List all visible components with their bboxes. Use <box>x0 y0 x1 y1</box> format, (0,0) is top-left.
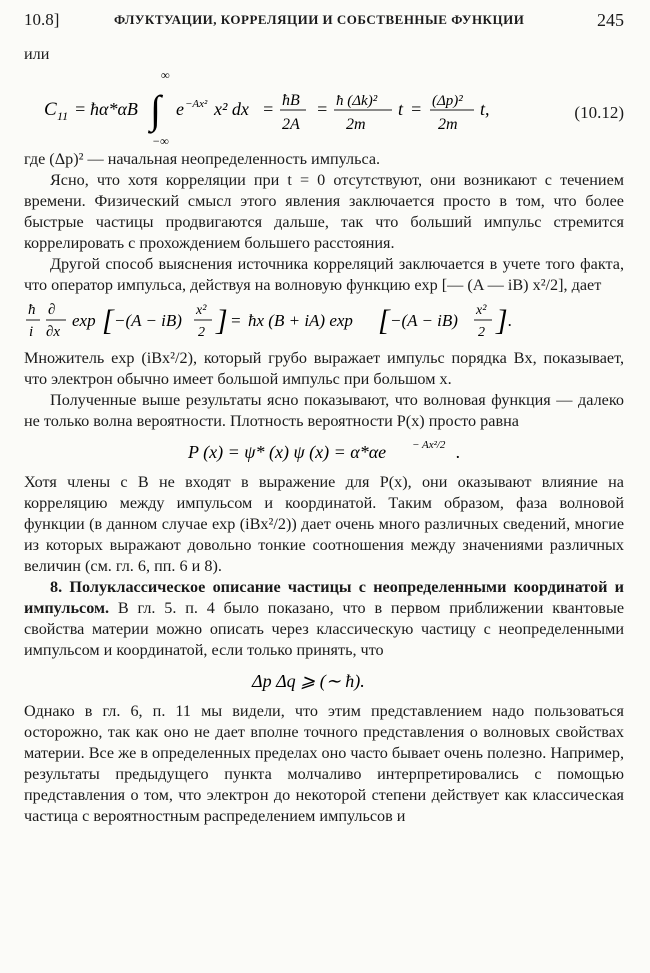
paragraph-1: где (Δp)² — начальная неопределенность импульса. <box>24 150 381 168</box>
svg-text:ħB: ħB <box>282 92 300 109</box>
svg-text:x²: x² <box>196 303 207 318</box>
paragraph-7: Однако в гл. 6, п. 11 мы видели, что этим представлением надо пользоваться осторожно, так как оно не дает вполне точного представления о волновых свойствах материи. Все же в определенных пределах оно часто бывает очень полезно. Например, результаты предыдущего пункта молчаливо интерпретировались с помощью представления о том, что электрон до некоторой степени действует как классическая частица с вероятностным распределением импульсов и <box>24 702 624 825</box>
svg-text:2A: 2A <box>282 116 300 133</box>
svg-text:[: [ <box>378 304 390 337</box>
equation-number: (10.12) <box>574 103 624 122</box>
svg-text:−(A − iB): −(A − iB) <box>390 311 458 330</box>
paragraph-2: Ясно, что хотя корреляции при t = 0 отсутствуют, они возникают с течением времени. Физический смысл этого явления заключается просто в том, что более быстрые частицы продвигаются дальше, так что больший импульс стремится коррелировать с прохождением большего расстояния. <box>24 171 624 252</box>
svg-text:11: 11 <box>57 109 69 123</box>
equation-4 <box>24 661 624 701</box>
section-8 <box>24 577 624 661</box>
svg-text:.: . <box>456 442 461 462</box>
equation-2-graphic <box>24 296 624 348</box>
equation-3-graphic <box>24 432 624 472</box>
section-8-heading: 8. Полуклассическое описание частицы с неопределенными координатой и импульсом. <box>24 578 624 617</box>
svg-text:Δp Δq ⩾ (∼ ħ).: Δp Δq ⩾ (∼ ħ). <box>252 671 365 691</box>
svg-text:−Ax²: −Ax² <box>185 98 208 110</box>
svg-text:exp: exp <box>72 311 96 330</box>
paragraph-4: Множитель exp (iBx²/2), который грубо выражает импульс порядка Bx, показывает, что электрон обычно имеет большой импульс при большом x. <box>24 349 624 388</box>
svg-text:ħ (Δk)²: ħ (Δk)² <box>336 93 378 109</box>
svg-text:∞: ∞ <box>161 68 170 82</box>
svg-text:=: = <box>230 311 242 330</box>
svg-text:=: = <box>316 99 329 119</box>
svg-text:∂: ∂ <box>48 302 56 318</box>
paragraph-3: Другой способ выяснения источника корреляций заключается в учете того факта, что оператор импульса, действуя на волновую функцию exp [— (A — iB) x²/2], дает <box>24 255 624 294</box>
equation-3 <box>24 432 624 472</box>
equation-4-graphic <box>24 661 624 701</box>
svg-text:t,: t, <box>480 99 490 119</box>
running-header <box>24 10 624 50</box>
equation-2 <box>24 296 624 348</box>
svg-text:x² dx: x² dx <box>214 99 249 119</box>
page <box>24 10 624 827</box>
svg-text:i: i <box>29 324 34 340</box>
svg-text:∫: ∫ <box>150 87 161 132</box>
running-title: ФЛУКТУАЦИИ, КОРРЕЛЯЦИИ И СОБСТВЕННЫЕ ФУНКЦИИ <box>114 12 525 27</box>
equation-10-12 <box>24 65 624 149</box>
svg-text:e: e <box>176 99 184 119</box>
section-number: 10.8] <box>24 10 60 29</box>
equation-10-12-graphic <box>24 65 624 149</box>
svg-text:=: = <box>74 99 87 119</box>
svg-text:∂x: ∂x <box>46 324 61 340</box>
svg-text:=: = <box>262 99 275 119</box>
svg-text:]: ] <box>216 304 228 337</box>
svg-text:t: t <box>398 99 404 119</box>
svg-text:−(A − iB): −(A − iB) <box>114 311 182 330</box>
svg-text:=: = <box>410 99 423 119</box>
svg-text:ħx (B + iA) exp: ħx (B + iA) exp <box>248 311 353 330</box>
page-number: 245 <box>597 10 624 30</box>
svg-text:2m: 2m <box>438 116 458 133</box>
svg-text:2: 2 <box>478 325 485 340</box>
svg-text:2m: 2m <box>346 116 366 133</box>
svg-text:P (x) = ψ* (x) ψ (x) = α*αe: P (x) = ψ* (x) ψ (x) = α*αe <box>188 442 387 462</box>
svg-text:.: . <box>508 311 513 330</box>
svg-text:C: C <box>44 99 57 120</box>
svg-text:ħ: ħ <box>28 302 36 318</box>
svg-text:]: ] <box>496 304 508 337</box>
paragraph-5: Полученные выше результаты ясно показывают, что волновая функция — далеко не только волна вероятности. Плотность вероятности P(x) просто равна <box>24 391 624 430</box>
svg-text:2: 2 <box>198 325 205 340</box>
section-8-body: В гл. 5. п. 4 было показано, что в первом приближении квантовые свойства материи можно описать через классическую частицу с неопределенными импульсом и координатой, если только принять, что <box>24 599 625 659</box>
svg-text:x²: x² <box>476 303 487 318</box>
paragraph-6: Хотя члены с B не входят в выражение для P(x), они оказывают влияние на корреляцию между импульсом и координатой. Таким образом, фаза волновой функции (в данном случае exp (iBx²/2)) дает очень много различных сведений, многие из которых выражают довольно тонкие соотношения между значениями различных величин (см. гл. 6, пп. 6 и 8). <box>24 473 624 575</box>
svg-text:[: [ <box>102 304 114 337</box>
word-ili: или <box>24 45 50 63</box>
svg-text:ħα*αB: ħα*αB <box>90 99 138 119</box>
svg-text:− Ax²/2: − Ax²/2 <box>412 439 446 451</box>
svg-text:−∞: −∞ <box>152 134 169 148</box>
svg-text:(Δp)²: (Δp)² <box>432 93 463 109</box>
